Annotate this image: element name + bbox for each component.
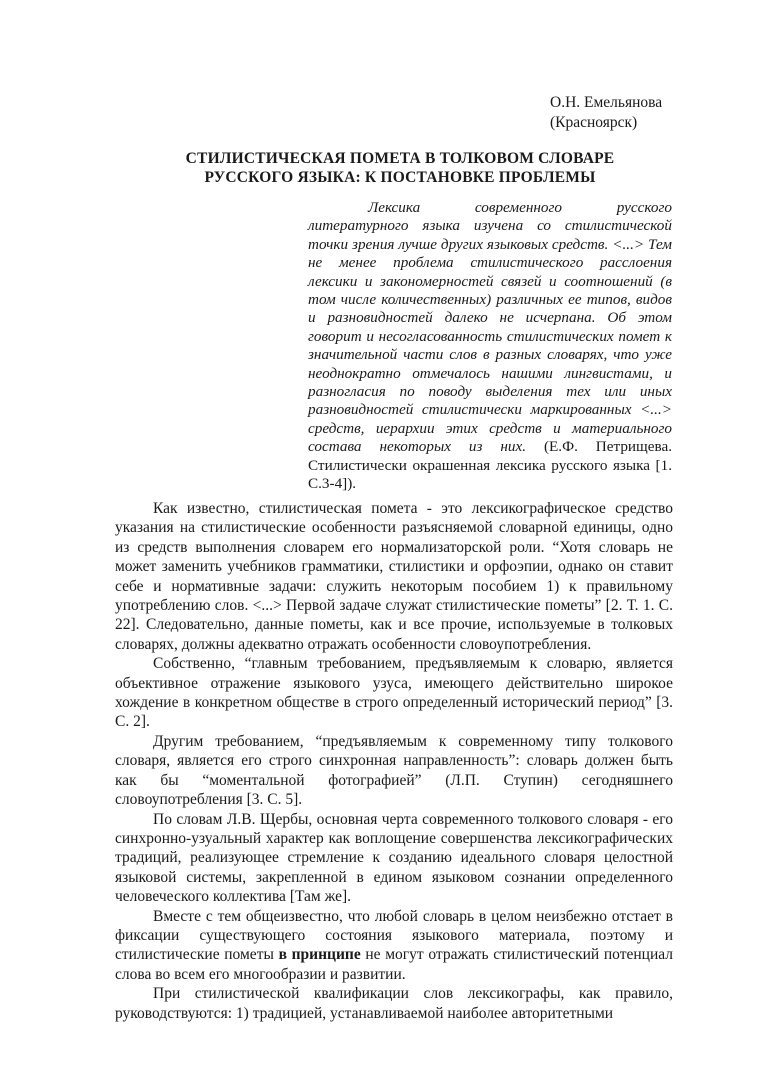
title-line-1: СТИЛИСТИЧЕСКАЯ ПОМЕТА В ТОЛКОВОМ СЛОВАРЕ [185,150,615,167]
author-city: (Красноярск) [550,114,638,131]
paragraph: Собственно, “главным требованием, предъявляемым к словарю, является объективное отражение языкового узуса, имеющего действительно широкое хождение в конкретном обществе в строго определенный исторический период” [3. С. 2]. [115,655,673,731]
paragraph [115,907,673,985]
author-block [550,93,662,133]
paragraph-text: Вместе с тем общеизвестно, что любой словарь в целом неизбежно отстает в фиксации существующего состояния языкового материала, поэтому и стилистические пометы [115,907,673,964]
epigraph-quote: Лексика современного русского литературного языка изучена со стилистической точки зрения лучше других языковых средств. <...> Тем не менее проблема стилистического расслоения лексики и закономерностей связей и соотношений (в том числе количественных) различных ее типов, видов и разновидностей далеко не исчерпана. Об этом говорит и несогласованность стилистических помет к значительной части слов в разных словарях, что уже неоднократно отмечалось нашими лингвистами, и разногласия по поводу выделения тех или иных разновидностей стилистически маркированных <...> средств, иерархии этих средств и материального состава некоторых из них. [308,199,672,456]
paragraph-text: не могут отражать стилистический потенциал слова во всем его многообразии и развитии. [115,946,673,983]
epigraph [308,199,672,494]
paragraph: Другим требованием, “предъявляемым к современному типу толкового словаря, является его строго синхронная направленность”: словарь должен быть как бы “моментальной фотографией” (Л.П. Ступин) сегодняшнего словоупотребления [3. С. 5]. [115,732,673,809]
author-name: О.Н. Емельянова [550,94,663,111]
paragraph: При стилистической квалификации слов лексикографы, как правило, руководствуются: 1) традицией, устанавливаемой наиболее авторитетными [115,985,673,1022]
title-line-2: РУССКОГО ЯЗЫКА: К ПОСТАНОВКЕ ПРОБЛЕМЫ [204,169,596,186]
epigraph-text [308,199,672,494]
emphasis-text: в принципе [278,946,361,964]
epigraph-source: (Е.Ф. Петрищева. Стилистически окрашенная лексика русского языка [1. С.3-4]). [308,438,673,493]
article-body [115,499,673,1023]
article-title [100,149,700,187]
paragraph: По словам Л.В. Щербы, основная черта современного толкового словаря - его синхронно-узуальный характер как воплощение совершенства лексикографических традиций, реализующее стремление к созданию идеального словаря целостной языковой системы, закрепленной в едином языковом сознании определенного человеческого коллектива [Там же]. [115,810,673,906]
paragraph: Как известно, стилистическая помета - это лексикографическое средство указания на стилистические особенности разъясняемой словарной единицы, одно из средств выполнения словарем его нормализаторской роли. “Хотя словарь не может заменить учебников грамматики, стилистики и орфоэпии, однако он ставит себе и нормативные задачи: служить некоторым пособием 1) к правильному употреблению слов. <...> Первой задаче служат стилистические пометы” [2. Т. 1. С. 22]. Следовательно, данные пометы, как и все прочие, используемые в толковых словарях, должны адекватно отражать особенности словоупотребления. [115,500,673,653]
